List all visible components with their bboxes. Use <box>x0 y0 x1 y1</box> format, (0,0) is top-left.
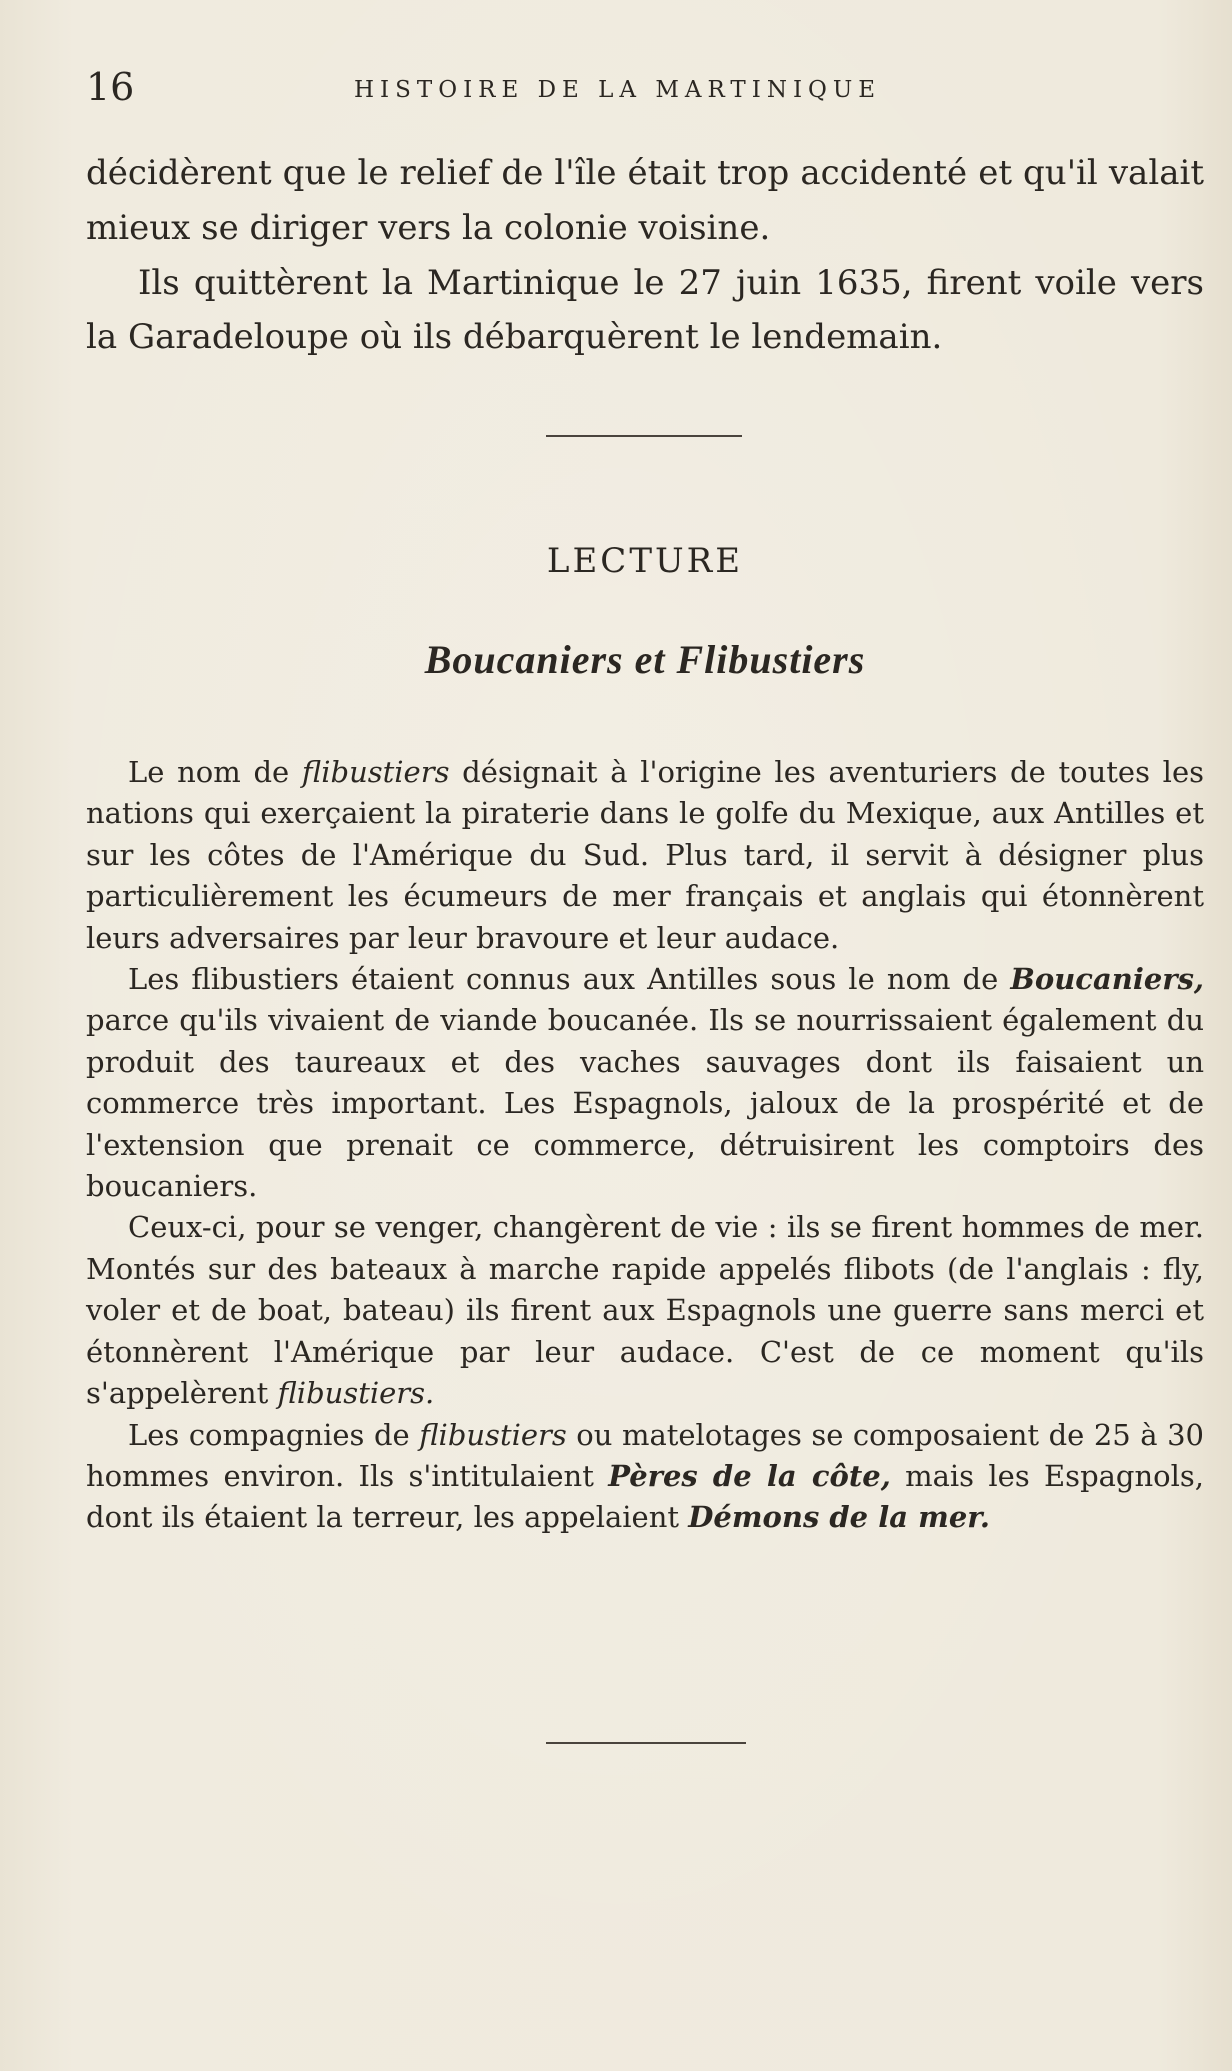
reading-paragraph-4 <box>86 1415 1204 1539</box>
text-run: Les compagnies de <box>128 1417 420 1452</box>
italic-term: Pères de la côte, <box>608 1458 891 1493</box>
text-run: Ceux-ci, pour se venger, changèrent de vie : ils se firent hommes de mer. Montés sur des bateaux à marche rapide appelés flibots (de l'anglais : fly, voler et de boat, bateau) ils firent aux Espagnols une guerre sans merci et étonnèrent l'Amérique par leur audace. C'est de ce moment qu'ils s'appelèrent <box>86 1210 1204 1411</box>
reading-paragraph-2 <box>86 959 1204 1207</box>
reading-text <box>86 752 1204 1539</box>
running-header <box>86 62 1206 112</box>
reading-paragraph-1 <box>86 752 1204 959</box>
separator-rule-top <box>546 435 742 437</box>
italic-term: flibustiers <box>301 755 450 789</box>
text-run: ou matelotages se composaient de 25 à 30 hommes environ. Ils s'intitulaient <box>86 1417 1204 1493</box>
italic-term: flibustiers <box>419 1417 567 1452</box>
intro-paragraph-1: décidèrent que le relief de l'île était trop accidenté et qu'il valait mieux se diriger vers la colonie voisine. <box>86 153 1204 248</box>
running-title: HISTOIRE DE LA MARTINIQUE <box>354 77 882 103</box>
intro-paragraph-2: Ils quittèrent la Martinique le 27 juin 1635, firent voile vers la Garadeloupe où ils débarquèrent le lendemain. <box>86 262 1204 358</box>
intro-text <box>86 146 1204 365</box>
section-subtitle: Boucaniers et Flibustiers <box>424 637 866 682</box>
text-run: Le nom de <box>128 755 302 789</box>
text-run: parce qu'ils vivaient de viande boucanée. Ils se nourrissaient également du produit des taureaux et des vaches sauvages dont ils faisaient un commerce très important. Les Espagnols, jaloux de la prospérité et de l'extension que prenait ce commerce, détruisirent les comptoirs des boucaniers. <box>86 1003 1204 1204</box>
italic-term: Boucaniers, <box>1010 962 1204 997</box>
text-run: Les flibustiers étaient connus aux Antilles sous le nom de <box>128 962 1011 997</box>
reading-paragraph-3 <box>86 1207 1204 1414</box>
separator-rule-bottom <box>546 1742 746 1744</box>
italic-term: Démons de la mer. <box>688 1500 990 1535</box>
text-run: désignait à l'origine les aventuriers de toutes les nations qui exerçaient la piraterie dans le golfe du Mexique, aux Antilles et sur les côtes de l'Amérique du Sud. Plus tard, il servit à désigner plus particulièrement les écumeurs de mer français et anglais qui étonnèrent leurs adversaires par leur bravoure et leur audace. <box>86 755 1204 955</box>
page-number: 16 <box>86 65 135 109</box>
section-heading: LECTURE <box>546 541 744 581</box>
text-run: mais les Espagnols, dont ils étaient la terreur, les appelaient <box>86 1458 1204 1535</box>
italic-term: flibustiers. <box>277 1376 435 1411</box>
